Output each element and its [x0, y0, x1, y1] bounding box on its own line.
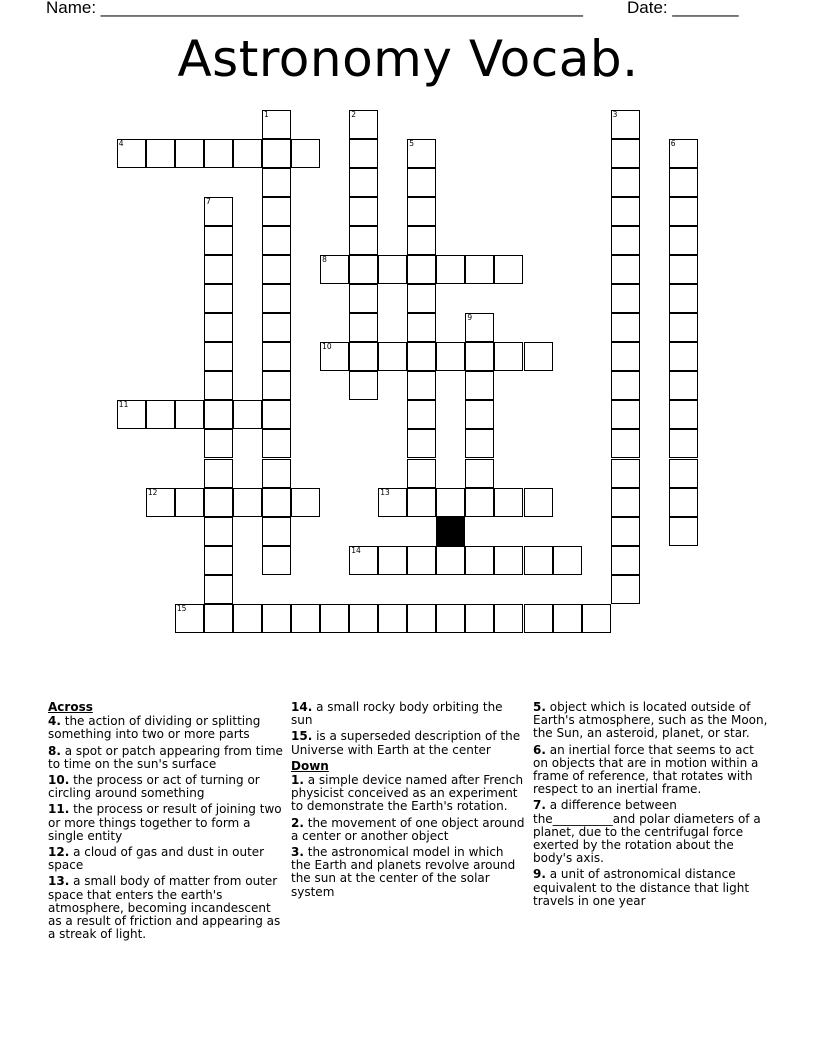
grid-cell[interactable] [524, 488, 553, 517]
grid-cell[interactable] [494, 604, 523, 633]
grid-cell[interactable] [669, 517, 698, 546]
grid-cell[interactable] [436, 255, 465, 284]
grid-cell[interactable] [669, 284, 698, 313]
grid-cell[interactable] [204, 517, 233, 546]
grid-cell[interactable] [669, 488, 698, 517]
grid-cell[interactable] [349, 168, 378, 197]
grid-cell[interactable] [611, 197, 640, 226]
grid-cell[interactable] [233, 604, 262, 633]
grid-cell[interactable] [175, 139, 204, 168]
clue-label: 8. [48, 743, 61, 758]
grid-cell[interactable] [465, 546, 494, 575]
clue-number-9: 9 [467, 313, 473, 323]
grid-cell[interactable] [320, 255, 349, 284]
clue-number-5: 5 [409, 138, 415, 148]
grid-cell[interactable] [262, 342, 291, 371]
grid-cell[interactable] [262, 110, 291, 139]
grid-cell[interactable] [524, 604, 553, 633]
grid-cell[interactable] [378, 488, 407, 517]
clue-label: 6. [533, 742, 546, 757]
grid-cell[interactable] [465, 255, 494, 284]
grid-cell[interactable] [669, 400, 698, 429]
grid-cell[interactable] [320, 342, 349, 371]
clue-label: 13. [48, 874, 70, 889]
grid-cell[interactable] [407, 168, 436, 197]
grid-cell[interactable] [494, 342, 523, 371]
grid-cell[interactable] [378, 604, 407, 633]
grid-cell[interactable] [611, 168, 640, 197]
grid-cell[interactable] [494, 488, 523, 517]
grid-cell[interactable] [669, 313, 698, 342]
clue-number-11: 11 [118, 400, 129, 410]
grid-cell[interactable] [233, 139, 262, 168]
grid-cell[interactable] [204, 459, 233, 488]
grid-cell[interactable] [669, 371, 698, 400]
clue-number-8: 8 [322, 255, 327, 265]
page-title: Astronomy Vocab. [177, 30, 639, 88]
grid-cell[interactable] [349, 255, 378, 284]
grid-cell[interactable] [262, 168, 291, 197]
grid-cell[interactable] [524, 546, 553, 575]
grid-cell[interactable] [669, 139, 698, 168]
grid-cell[interactable] [611, 575, 640, 604]
grid-cell[interactable] [349, 371, 378, 400]
grid-cell[interactable] [407, 226, 436, 255]
grid-cell[interactable] [669, 342, 698, 371]
date-field: Date: _______ [627, 0, 739, 17]
clue-label: 14. [291, 700, 313, 714]
grid-cell[interactable] [204, 488, 233, 517]
grid-cell[interactable] [611, 459, 640, 488]
clue-label: 7. [533, 798, 546, 813]
grid-cell[interactable] [262, 197, 291, 226]
clue-label: 10. [48, 773, 70, 788]
clue-label: 3. [291, 845, 304, 860]
grid-cell[interactable] [611, 313, 640, 342]
grid-cell[interactable] [611, 517, 640, 546]
grid-cell[interactable] [465, 371, 494, 400]
grid-cell[interactable] [349, 110, 378, 139]
grid-cell[interactable] [262, 488, 291, 517]
clue-number-15: 15 [176, 603, 187, 613]
grid-cell[interactable] [262, 313, 291, 342]
grid-cell[interactable] [349, 284, 378, 313]
grid-cell[interactable] [611, 284, 640, 313]
grid-cell[interactable] [262, 604, 291, 633]
grid-cell[interactable] [262, 226, 291, 255]
grid-cell[interactable] [436, 604, 465, 633]
grid-cell[interactable] [204, 604, 233, 633]
grid-cell[interactable] [407, 459, 436, 488]
grid-cell[interactable] [175, 604, 204, 633]
grid-cell[interactable] [669, 197, 698, 226]
grid-cell[interactable] [204, 546, 233, 575]
grid-cell[interactable] [582, 604, 611, 633]
grid-cell[interactable] [262, 517, 291, 546]
blocked-cell [436, 517, 465, 546]
down-clue: 3. the astronomical model in which the Earth and planets revolve around the sun at the center of the solar system [291, 845, 516, 899]
grid-cell[interactable] [349, 342, 378, 371]
grid-cell[interactable] [262, 546, 291, 575]
clue-column-2 [291, 701, 527, 902]
down-clue: 2. the movement of one object around a center or another object [291, 815, 525, 843]
grid-cell[interactable] [436, 488, 465, 517]
clue-number-3: 3 [612, 109, 618, 119]
grid-cell[interactable] [611, 226, 640, 255]
grid-cell[interactable] [175, 400, 204, 429]
grid-cell[interactable] [407, 284, 436, 313]
grid-cell[interactable] [611, 342, 640, 371]
grid-cell[interactable] [465, 313, 494, 342]
across-clue: 11. the process or result of joining two or more things together to form a single entity [48, 802, 282, 843]
grid-cell[interactable] [378, 255, 407, 284]
grid-cell[interactable] [204, 429, 233, 458]
clue-label: 12. [48, 845, 70, 860]
grid-cell[interactable] [262, 400, 291, 429]
grid-cell[interactable] [117, 400, 146, 429]
grid-cell[interactable] [349, 313, 378, 342]
grid-cell[interactable] [262, 255, 291, 284]
grid-cell[interactable] [291, 604, 320, 633]
grid-cell[interactable] [407, 197, 436, 226]
grid-cell[interactable] [669, 255, 698, 284]
clue-column-3 [533, 701, 769, 911]
grid-cell[interactable] [407, 371, 436, 400]
grid-cell[interactable] [669, 459, 698, 488]
grid-cell[interactable] [407, 255, 436, 284]
grid-cell[interactable] [407, 400, 436, 429]
clue-column-1 [48, 701, 284, 944]
across-clue: 15. is a superseded description of the Universe with Earth at the center [291, 729, 521, 757]
grid-cell[interactable] [146, 139, 175, 168]
grid-cell[interactable] [611, 400, 640, 429]
down-clue: 7. a difference between the__________and polar diameters of a planet, due to the centrifugal force exerted by the rotation about the body's axis. [533, 798, 761, 866]
grid-cell[interactable] [349, 546, 378, 575]
down-clue: 6. an inertial force that seems to act on objects that are in motion within a frame of reference, that rotates with respect to an inertial frame. [533, 742, 759, 797]
across-clue: 13. a small body of matter from outer space that enters the earth's atmosphere, becoming incandescent as a result of friction and appearing as a streak of light. [48, 874, 281, 942]
clue-label: 4. [48, 714, 61, 729]
grid-cell[interactable] [349, 226, 378, 255]
clue-label: 1. [291, 773, 304, 788]
clue-number-13: 13 [380, 487, 390, 497]
grid-cell[interactable] [669, 168, 698, 197]
grid-cell[interactable] [407, 313, 436, 342]
grid-cell[interactable] [262, 429, 291, 458]
grid-cell[interactable] [233, 488, 262, 517]
grid-cell[interactable] [465, 459, 494, 488]
down-clue: 1. a simple device named after French physicist conceived as an experiment to demonstrate the Earth's rotation. [291, 773, 524, 814]
grid-cell[interactable] [204, 342, 233, 371]
clue-number-14: 14 [351, 545, 361, 555]
clue-number-12: 12 [147, 487, 158, 497]
grid-cell[interactable] [204, 139, 233, 168]
clue-label: 2. [291, 815, 304, 830]
clue-number-4: 4 [118, 138, 124, 148]
down-clue: 9. a unit of astronomical distance equivalent to the distance that light travels in one year [533, 867, 750, 908]
grid-cell[interactable] [465, 342, 494, 371]
grid-cell[interactable] [291, 139, 320, 168]
grid-cell[interactable] [378, 546, 407, 575]
grid-cell[interactable] [262, 284, 291, 313]
grid-cell[interactable] [407, 342, 436, 371]
clue-number-1: 1 [264, 109, 269, 119]
grid-cell[interactable] [233, 400, 262, 429]
grid-cell[interactable] [349, 139, 378, 168]
clue-label: 11. [48, 802, 70, 817]
grid-cell[interactable] [407, 429, 436, 458]
clue-label: 5. [533, 700, 546, 714]
across-clue: 12. a cloud of gas and dust in outer space [48, 845, 265, 873]
grid-cell[interactable] [262, 139, 291, 168]
grid-cell[interactable] [611, 546, 640, 575]
grid-cell[interactable] [611, 255, 640, 284]
grid-cell[interactable] [611, 488, 640, 517]
across-clue: 4. the action of dividing or splitting something into two or more parts [48, 714, 261, 742]
grid-cell[interactable] [407, 139, 436, 168]
grid-cell[interactable] [611, 429, 640, 458]
grid-cell[interactable] [146, 400, 175, 429]
name-field: Name: ___________________________________________________ [46, 0, 583, 17]
grid-cell[interactable] [494, 546, 523, 575]
grid-cell[interactable] [611, 371, 640, 400]
grid-cell[interactable] [553, 604, 582, 633]
grid-cell[interactable] [611, 139, 640, 168]
clue-number-2: 2 [351, 109, 356, 119]
grid-cell[interactable] [204, 371, 233, 400]
grid-cell[interactable] [204, 255, 233, 284]
grid-cell[interactable] [465, 400, 494, 429]
grid-cell[interactable] [611, 110, 640, 139]
grid-cell[interactable] [175, 488, 204, 517]
clue-number-10: 10 [322, 342, 332, 352]
grid-cell[interactable] [320, 604, 349, 633]
across-clue: 14. a small rocky body orbiting the sun [291, 700, 503, 728]
down-heading: Down [291, 758, 329, 773]
across-clue: 8. a spot or patch appearing from time to time on the sun's surface [48, 743, 283, 771]
grid-cell[interactable] [262, 459, 291, 488]
grid-cell[interactable] [669, 429, 698, 458]
grid-cell[interactable] [407, 546, 436, 575]
grid-cell[interactable] [204, 400, 233, 429]
grid-cell[interactable] [349, 604, 378, 633]
grid-cell[interactable] [407, 604, 436, 633]
grid-cell[interactable] [204, 313, 233, 342]
grid-cell[interactable] [204, 197, 233, 226]
grid-cell[interactable] [494, 255, 523, 284]
clue-number-6: 6 [670, 138, 676, 148]
clue-label: 9. [533, 867, 546, 882]
grid-cell[interactable] [378, 342, 407, 371]
grid-cell[interactable] [262, 371, 291, 400]
grid-cell[interactable] [204, 226, 233, 255]
grid-cell[interactable] [204, 284, 233, 313]
grid-cell[interactable] [436, 342, 465, 371]
grid-cell[interactable] [146, 488, 175, 517]
grid-cell[interactable] [117, 139, 146, 168]
down-clue: 5. object which is located outside of Earth's atmosphere, such as the Moon, the Sun, an asteroid, planet, or star. [533, 700, 768, 741]
grid-cell[interactable] [553, 546, 582, 575]
grid-cell[interactable] [291, 488, 320, 517]
grid-cell[interactable] [524, 342, 553, 371]
grid-cell[interactable] [669, 226, 698, 255]
grid-cell[interactable] [465, 488, 494, 517]
grid-cell[interactable] [204, 575, 233, 604]
clue-number-7: 7 [205, 197, 211, 207]
across-clue: 10. the process or act of turning or circling around something [48, 773, 260, 801]
grid-cell[interactable] [465, 429, 494, 458]
grid-cell[interactable] [436, 546, 465, 575]
grid-cell[interactable] [465, 604, 494, 633]
across-heading: Across [48, 700, 93, 714]
clue-label: 15. [291, 729, 313, 744]
grid-cell[interactable] [349, 197, 378, 226]
grid-cell[interactable] [407, 488, 436, 517]
